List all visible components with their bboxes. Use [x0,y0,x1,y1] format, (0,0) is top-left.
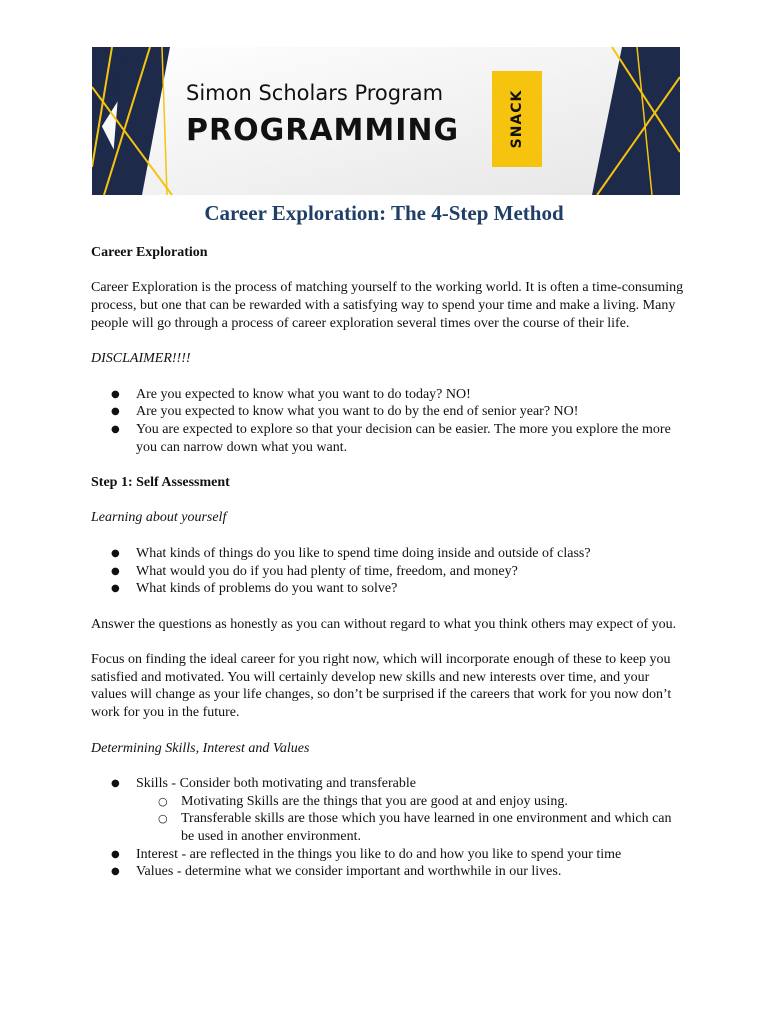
list-item: ● Are you expected to know what you want to do today? NO! [91,386,687,404]
list-item: ● Are you expected to know what you want to do by the end of senior year? NO! [91,403,687,421]
header-banner [92,47,680,195]
sub-list-item: ○ Motivating Skills are the things that you are good at and enjoy using. [91,793,687,811]
list-item: ● You are expected to explore so that your decision can be easier. The more you explore the more you can narrow down what you want. [91,421,687,456]
list-item: ● Values - determine what we consider important and worthwhile in our lives. [91,863,687,881]
skills-list [91,775,687,881]
document-body [91,244,687,881]
snack-badge-label: SNACK [509,89,525,149]
banner-heading: PROGRAMMING [186,113,460,148]
banner-subtitle: Simon Scholars Program [186,81,444,105]
step1-subheading: Learning about yourself [91,510,227,526]
disclaimer-label: DISCLAIMER!!!! [91,351,191,367]
step1-heading: Step 1: Self Assessment [91,475,230,491]
step1-paragraph-1: Answer the questions as honestly as you can without regard to what you think others may expect of you. [91,616,677,632]
step1-paragraph-2: Focus on finding the ideal career for you right now, which will incorporate enough of these to keep you satisfied and motivated. You will certainly develop new skills and new interests over time, and your values will change as your life changes, so don’t be surprised if the careers that work for you now don’t work for you in the future. [91,652,672,721]
sub-list-item: ○ Transferable skills are those which you have learned in one environment and which can be used in another environment. [91,810,687,845]
list-item: ● What kinds of things do you like to spend time doing inside and outside of class? [91,545,687,563]
disclaimer-list [91,386,687,457]
intro-heading: Career Exploration [91,245,208,260]
list-item: ● What would you do if you had plenty of time, freedom, and money? [91,563,687,581]
list-item: ● What kinds of problems do you want to solve? [91,580,687,598]
page-title: Career Exploration: The 4-Step Method [204,201,564,225]
list-item: ● Skills - Consider both motivating and transferable [91,775,687,793]
questions-list [91,545,687,598]
intro-paragraph: Career Exploration is the process of matching yourself to the working world. It is often a time-consuming process, but one that can be rewarded with a satisfying way to spend your time and make a living. Many people will go through a process of career exploration several times over the course of their life. [91,280,684,331]
snack-badge [492,71,542,167]
step1-subheading-2: Determining Skills, Interest and Values [91,740,310,756]
list-item: ● Interest - are reflected in the things you like to do and how you like to spend your time [91,846,687,864]
